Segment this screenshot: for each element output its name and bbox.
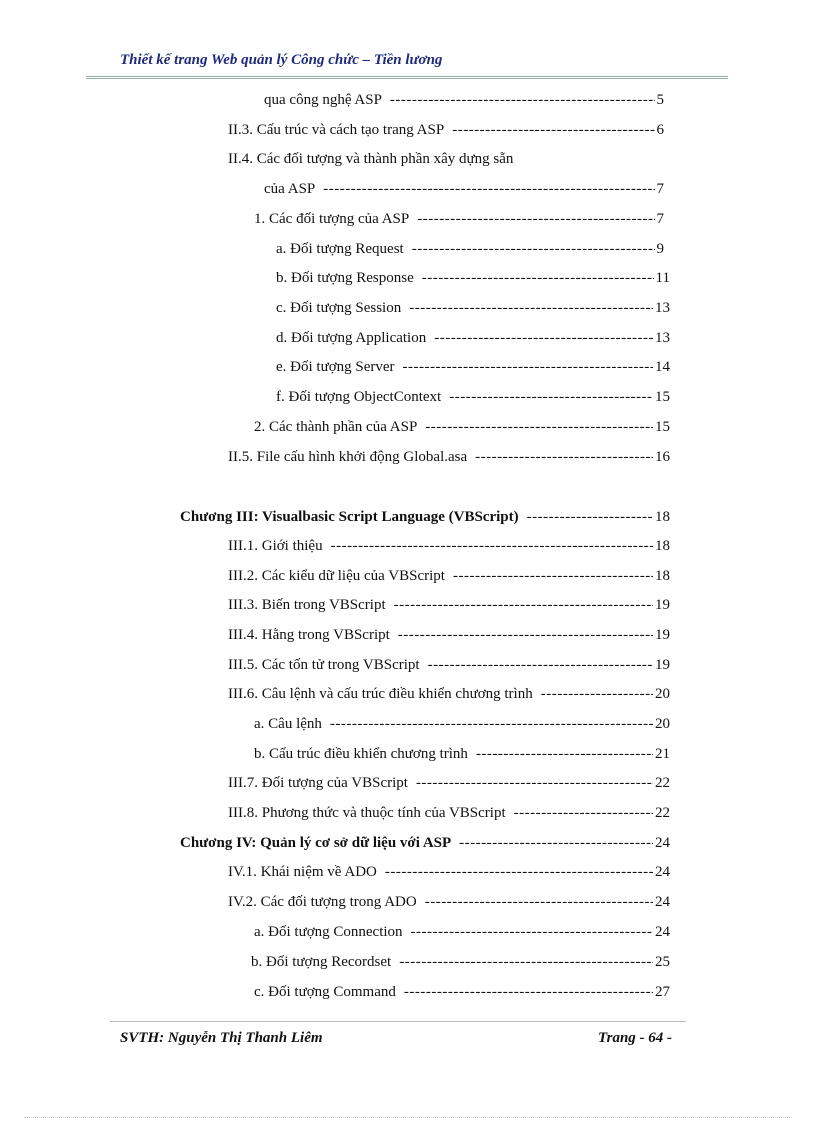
toc-entry-text: f. Đối tượng ObjectContext	[276, 389, 442, 405]
toc-entry	[251, 951, 670, 973]
leader-dots	[428, 654, 653, 676]
toc-entry-page: 24	[655, 894, 670, 910]
footer-page-number: Trang - 64 -	[598, 1030, 673, 1046]
toc-entry-text: c. Đối tượng Command	[254, 984, 396, 1000]
leader-dots	[476, 743, 653, 765]
toc-entry	[228, 891, 670, 913]
toc-entry-page: 9	[656, 241, 664, 257]
footer-author: SVTH: Nguyễn Thị Thanh Liêm	[120, 1030, 323, 1046]
toc-entry	[228, 683, 670, 705]
toc-entry	[228, 772, 670, 794]
toc-entry-text: II.3. Cấu trúc và cách tạo trang ASP	[228, 122, 445, 138]
leader-dots	[330, 713, 653, 735]
toc-entry	[228, 624, 670, 646]
toc-entry-page: 21	[655, 746, 670, 762]
toc-entry	[228, 535, 670, 557]
toc-entry	[276, 356, 670, 378]
toc-entry-text: b. Đối tượng Response	[276, 270, 414, 286]
toc-entry-page: 11	[655, 270, 670, 286]
toc-entry	[228, 594, 670, 616]
toc-entry	[276, 386, 670, 408]
leader-dots	[449, 386, 653, 408]
toc-entry-page: 5	[656, 92, 664, 108]
toc-entry-page: 18	[655, 538, 670, 554]
toc-entry-text: c. Đối tượng Session	[276, 300, 402, 316]
toc-entry-page: 25	[655, 954, 670, 970]
toc-entry-text: b. Cấu trúc điều khiển chương trình	[254, 746, 468, 762]
toc-entry-text: III.8. Phương thức và thuộc tính của VBScript	[228, 805, 506, 821]
toc-entry	[276, 327, 670, 349]
toc-entry-text: III.3. Biến trong VBScript	[228, 597, 386, 613]
leader-dots	[398, 624, 653, 646]
leader-dots	[459, 832, 653, 854]
toc-entry	[254, 416, 670, 438]
toc-entry-text: III.7. Đối tượng của VBScript	[228, 775, 408, 791]
toc-entry	[228, 654, 670, 676]
leader-dots	[452, 119, 654, 141]
leader-dots	[394, 594, 653, 616]
toc-entry-text: a. Đối tượng Connection	[254, 924, 403, 940]
toc-entry	[254, 921, 670, 943]
toc-entry-text: e. Đối tượng Server	[276, 359, 395, 375]
toc-entry-page: 13	[655, 300, 670, 316]
toc-entry	[228, 802, 670, 824]
toc-entry-text: của ASP	[264, 181, 316, 197]
toc-entry-text: IV.1. Khái niệm về ADO	[228, 864, 377, 880]
toc-entry-text: qua công nghệ ASP	[264, 92, 382, 108]
toc-entry	[254, 208, 664, 230]
toc-entry-page: 24	[655, 924, 670, 940]
toc-entry	[228, 446, 670, 468]
leader-dots	[331, 535, 653, 557]
header-rule	[86, 76, 728, 79]
leader-dots	[425, 891, 653, 913]
toc-entry-text: a. Câu lệnh	[254, 716, 322, 732]
leader-dots	[422, 267, 654, 289]
toc-entry-text: Chương IV: Quản lý cơ sở dữ liệu với ASP	[180, 835, 452, 851]
leader-dots	[409, 297, 653, 319]
page-bottom-border	[24, 1117, 792, 1118]
leader-dots	[404, 981, 653, 1003]
toc-entry-text: II.5. File cấu hình khởi động Global.asa	[228, 449, 468, 465]
toc-entry-text: d. Đối tượng Application	[276, 330, 427, 346]
toc-entry-page: 15	[655, 389, 670, 405]
toc-entry	[228, 119, 664, 141]
toc-entry-page: 22	[655, 775, 670, 791]
toc-entry-text: 1. Các đối tượng của ASP	[254, 211, 410, 227]
leader-dots	[475, 446, 653, 468]
toc-entry-page: 18	[655, 568, 670, 584]
toc-entry	[254, 981, 670, 1003]
toc-entry-page: 19	[655, 597, 670, 613]
toc-entry-page: 15	[655, 419, 670, 435]
toc-entry-page: 27	[655, 984, 670, 1000]
toc-entry-page: 18	[655, 509, 670, 525]
leader-dots	[411, 921, 653, 943]
toc-entry	[228, 148, 664, 170]
toc-entry-text: III.6. Câu lệnh và cấu trúc điều khiển chương trình	[228, 686, 533, 702]
toc-entry-text: b. Đối tượng Recordset	[251, 954, 392, 970]
leader-dots	[403, 356, 653, 378]
toc-entry-text: IV.2. Các đối tượng trong ADO	[228, 894, 417, 910]
leader-dots	[425, 416, 653, 438]
toc-entry	[276, 238, 664, 260]
footer-rule	[110, 1021, 686, 1022]
toc-entry	[254, 743, 670, 765]
leader-dots	[323, 178, 654, 200]
toc-chapter	[180, 506, 670, 528]
leader-dots	[385, 861, 653, 883]
leader-dots	[412, 238, 655, 260]
toc-chapter	[180, 832, 670, 854]
toc-entry-text: II.4. Các đối tượng và thành phần xây dựng sẵn	[228, 151, 514, 167]
leader-dots	[527, 506, 653, 528]
toc-entry	[228, 861, 670, 883]
leader-dots	[514, 802, 653, 824]
toc-entry-text: 2. Các thành phần của ASP	[254, 419, 418, 435]
toc-entry-page: 20	[655, 716, 670, 732]
toc-entry-text: III.5. Các tốn tử trong VBScript	[228, 657, 420, 673]
toc-entry-page: 22	[655, 805, 670, 821]
toc-entry-text: Chương III: Visualbasic Script Language (VBScript)	[180, 509, 519, 525]
toc-entry-text: III.1. Giới thiệu	[228, 538, 323, 554]
running-header: Thiết kế trang Web quản lý Công chức – Tiền lương	[120, 52, 443, 68]
toc-entry-page: 19	[655, 657, 670, 673]
toc-entry-page: 14	[655, 359, 670, 375]
leader-dots	[541, 683, 653, 705]
toc-entry-page: 19	[655, 627, 670, 643]
leader-dots	[417, 208, 654, 230]
toc-entry-text: a. Đối tượng Request	[276, 241, 404, 257]
toc-entry-text: III.2. Các kiểu dữ liệu của VBScript	[228, 568, 445, 584]
toc-entry-page: 24	[655, 835, 670, 851]
toc-entry	[228, 565, 670, 587]
toc-entry-text: III.4. Hằng trong VBScript	[228, 627, 390, 643]
toc-entry-page: 13	[655, 330, 670, 346]
toc-entry-page: 7	[656, 181, 664, 197]
toc-entry	[254, 713, 670, 735]
toc-entry-page: 16	[655, 449, 670, 465]
toc-entry-page: 6	[656, 122, 664, 138]
leader-dots	[399, 951, 653, 973]
leader-dots	[434, 327, 653, 349]
toc-entry-page: 7	[656, 211, 664, 227]
toc-entry-page: 24	[655, 864, 670, 880]
toc-entry	[264, 89, 664, 111]
toc-entry-page: 20	[655, 686, 670, 702]
toc-entry	[276, 297, 670, 319]
leader-dots	[390, 89, 655, 111]
toc-entry	[276, 267, 670, 289]
toc-entry	[264, 178, 664, 200]
leader-dots	[453, 565, 653, 587]
leader-dots	[416, 772, 653, 794]
